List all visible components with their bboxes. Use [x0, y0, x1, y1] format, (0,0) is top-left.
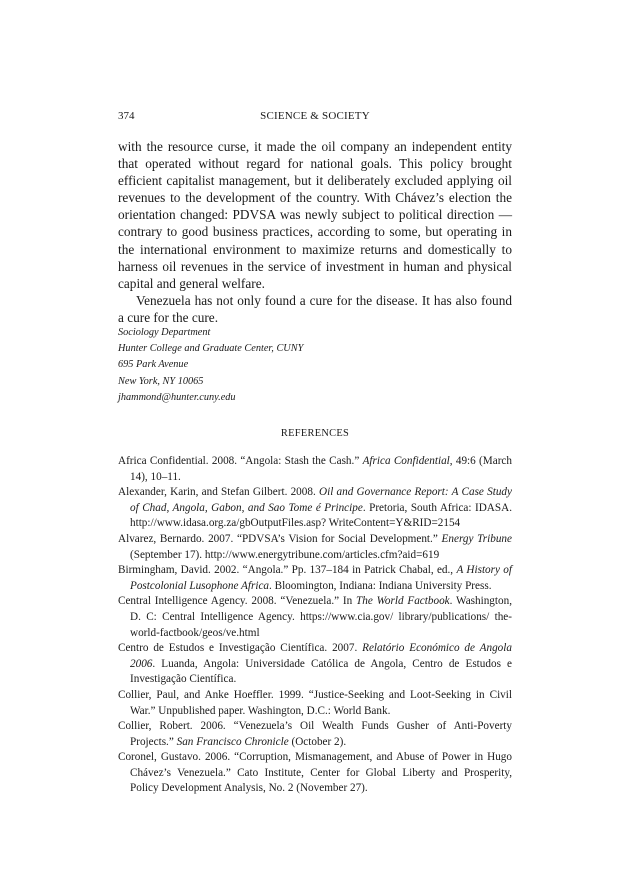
address-email: jhammond@hunter.cuny.edu: [118, 391, 236, 403]
author-address: [118, 325, 512, 406]
page-number: 374: [118, 110, 135, 122]
running-head: [118, 110, 512, 126]
body-paragraph: Venezuela has not only found a cure for the disease. It has also found a cure for the cure.: [118, 292, 512, 325]
address-street: 695 Park Avenue: [118, 359, 189, 371]
reference-entry: Birmingham, David. 2002. “Angola.” Pp. 137–184 in Patrick Chabal, ed., A History of Postcolonial Lusophone Africa. Bloomington, Indiana: Indiana University Press.: [118, 564, 512, 592]
reference-entry: Africa Confidential. 2008. “Angola: Stash the Cash.” Africa Confidential, 49:6 (March 14), 10–11.: [118, 455, 512, 483]
journal-title: SCIENCE & SOCIETY: [260, 110, 370, 122]
reference-entry: Central Intelligence Agency. 2008. “Venezuela.” In The World Factbook. Washington, D. C: Central Intelligence Agency. https://www.cia.gov/ library/publications/ the-world-factbook/geos/ve.html: [118, 595, 512, 639]
references-heading: REFERENCES: [280, 428, 350, 439]
body-paragraph: with the resource curse, it made the oil company an independent entity that operated without regard for national goals. This policy brought efficient capitalist management, but it deliberately excluded applying oil revenues to the development of the country. With Chávez’s election the orientation changed: PDVSA was newly subject to political direction — contrary to good business practices, according to some, but operating in the international environment to maximize returns and domestically to harness oil revenues in the service of investment in human and physical capital and general welfare.: [118, 139, 512, 291]
reference-entry: Coronel, Gustavo. 2006. “Corruption, Mismanagement, and Abuse of Power in Hugo Chávez’s Venezuela.” Cato Institute, Center for Global Liberty and Prosperity, Policy Development Analysis, No. 2 (November 27).: [118, 751, 512, 795]
reference-entry: Centro de Estudos e Investigação Científica. 2007. Relatório Económico de Angola 2006. Luanda, Angola: Universidade Católica de Angola, Centro de Estudos e Investigação Científica.: [118, 642, 512, 686]
reference-entry: Collier, Paul, and Anke Hoeffler. 1999. “Justice-Seeking and Loot-Seeking in Civil War.” Unpublished paper. Washington, D.C.: World Bank.: [118, 688, 512, 717]
reference-list: [118, 454, 512, 797]
reference-entry: Collier, Robert. 2006. “Venezuela’s Oil Wealth Funds Gusher of Anti-Poverty Projects.” San Francisco Chronicle (October 2).: [118, 720, 512, 748]
reference-entry: Alvarez, Bernardo. 2007. “PDVSA’s Vision for Social Development.” Energy Tribune (September 17). http://www.energytribune.com/articles.cfm?aid=619: [118, 532, 512, 561]
body-text: [118, 138, 512, 326]
reference-entry: Alexander, Karin, and Stefan Gilbert. 2008. Oil and Governance Report: A Case Study of Chad, Angola, Gabon, and Sao Tome é Principe. Pretoria, South Africa: IDASA. http://www.idasa.org.za/gbOutputFiles.asp? WriteContent=Y&RID=2154: [118, 486, 512, 530]
address-department: Sociology Department: [118, 327, 211, 338]
address-city: New York, NY 10065: [118, 375, 204, 387]
address-institution: Hunter College and Graduate Center, CUNY: [118, 343, 304, 355]
